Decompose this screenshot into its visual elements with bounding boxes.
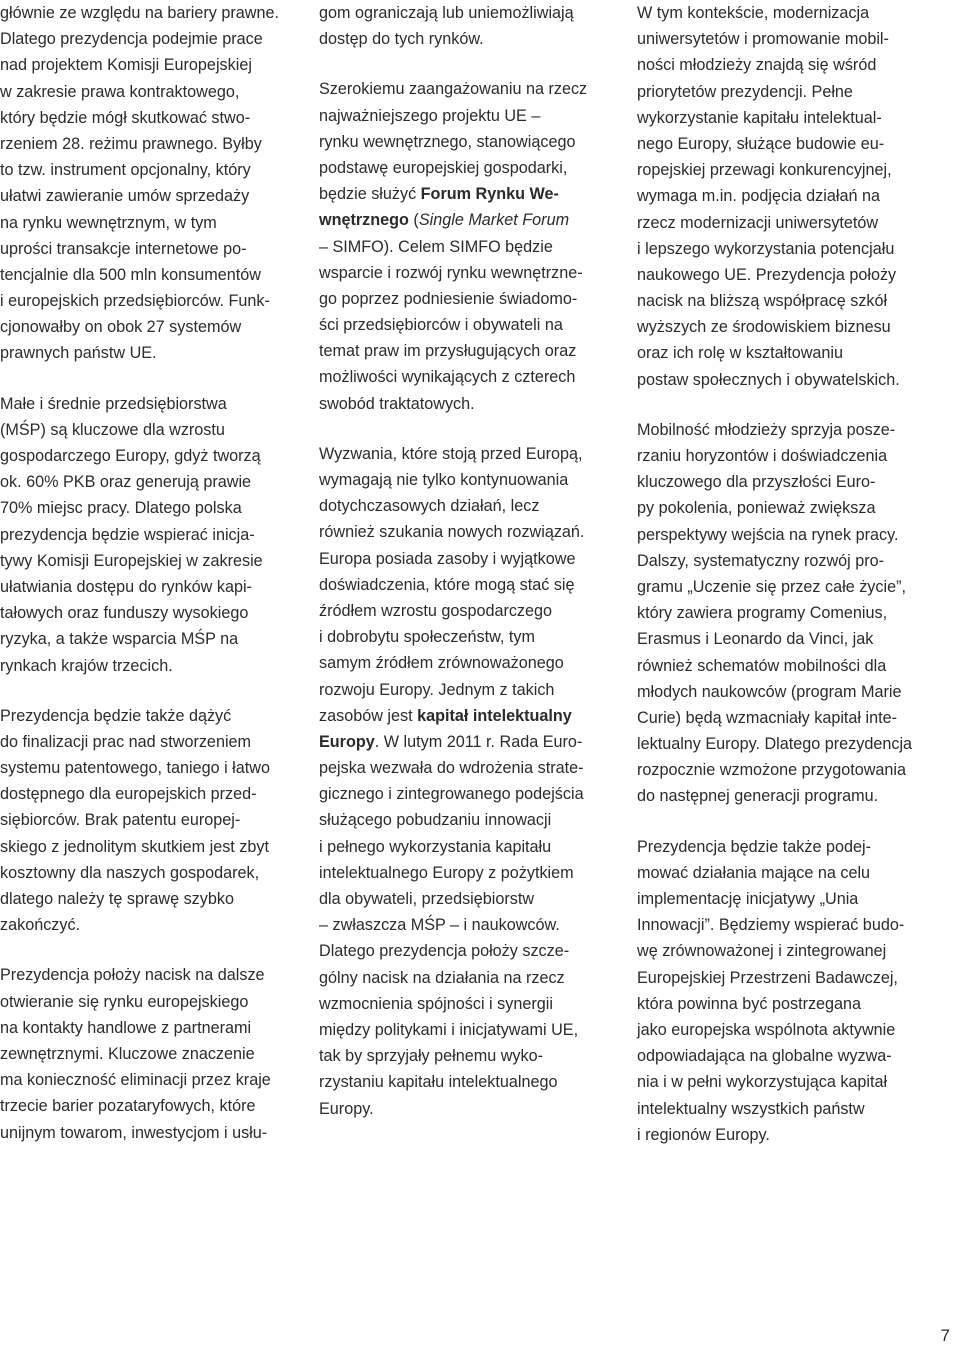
text-line: [0, 807, 300, 833]
text-line: [637, 912, 937, 938]
text-line: [637, 886, 937, 912]
text-line: [319, 860, 619, 886]
text-line: [0, 1041, 300, 1067]
text-line: [637, 340, 937, 366]
text-run: cjonowałby on obok 27 systemów: [0, 318, 242, 337]
text-line: [319, 1017, 619, 1043]
text-run: dostępnego dla europejskich przed-: [0, 785, 257, 804]
text-line: [319, 677, 619, 703]
paragraph: [319, 0, 619, 52]
text-run: źródłem wzrostu gospodarczego: [319, 601, 553, 620]
text-line: [0, 1093, 300, 1119]
text-line: [319, 441, 619, 467]
text-line: [637, 522, 937, 548]
text-run: skiego z jednolitym skutkiem jest zbyt: [0, 837, 269, 856]
text-line: [319, 207, 619, 233]
text-run: gramu „Uczenie się przez całe życie”,: [637, 577, 906, 596]
text-line: [319, 467, 619, 493]
text-run: jako europejska wspólnota aktywnie: [637, 1020, 896, 1039]
text-line: [0, 0, 300, 26]
page-number: 7: [940, 1326, 950, 1345]
text-run: który będzie mógł skutkować stwo-: [0, 108, 251, 127]
text-line: [637, 860, 937, 886]
text-line: [0, 314, 300, 340]
text-run: wymaga m.in. podjęcia działań na: [637, 187, 880, 206]
text-run: – SIMFO). Celem SIMFO będzie: [319, 237, 553, 256]
text-line: [637, 0, 937, 26]
text-run: perspektywy wejścia na rynek pracy.: [637, 525, 899, 544]
text-run: tałowych oraz funduszy wysokiego: [0, 604, 249, 623]
text-run: – zwłaszcza MŚP – i naukowców.: [319, 916, 560, 935]
text-run: Prezydencja położy nacisk na dalsze: [0, 966, 265, 985]
text-run: dla obywateli, przedsiębiorstw: [319, 890, 535, 908]
text-run: Erasmus i Leonardo da Vinci, jak: [637, 630, 874, 649]
text-run: wzmocnienia spójności i synergii: [319, 994, 553, 1013]
text-run: rynkach krajów trzecich.: [0, 656, 173, 675]
text-line: [0, 781, 300, 807]
text-line: [319, 624, 619, 650]
text-run: głównie ze względu na bariery prawne.: [0, 4, 279, 22]
text-line: [0, 340, 300, 366]
text-run: Europa posiada zasoby i wyjątkowe: [319, 549, 576, 568]
text-line: [637, 574, 937, 600]
text-run: która powinna być postrzegana: [637, 994, 862, 1013]
text-line: [0, 52, 300, 78]
text-line: [637, 367, 937, 393]
paragraph: [0, 703, 300, 939]
text-run: zasobów jest: [319, 706, 418, 725]
text-run: prawnych państw UE.: [0, 344, 157, 363]
text-line: [637, 26, 937, 52]
text-run: wykorzystanie kapitału intelektual-: [637, 108, 882, 127]
text-run: rynku wewnętrznego, stanowiącego: [319, 132, 576, 151]
text-run: naukowego UE. Prezydencja położy: [637, 265, 897, 284]
text-run: dlatego należy tę sprawę szybko: [0, 890, 234, 908]
text-run: dotychczasowych działań, lecz: [319, 497, 540, 516]
text-run: Innowacji”. Będziemy wspierać budo-: [637, 916, 905, 935]
text-line: [0, 391, 300, 417]
text-column-3: [637, 0, 937, 1172]
text-run: py pokolenia, ponieważ zwiększa: [637, 499, 876, 518]
text-line: [319, 286, 619, 312]
text-line: [0, 131, 300, 157]
paragraph: [319, 76, 619, 416]
text-run: tywy Komisji Europejskiej w zakresie: [0, 551, 263, 570]
text-line: [319, 1043, 619, 1069]
text-run: ok. 60% PKB oraz generują prawie: [0, 473, 252, 492]
text-run: siębiorców. Brak patentu europej-: [0, 811, 241, 830]
text-run: oraz ich rolę w kształtowaniu: [637, 344, 844, 363]
text-line: [637, 236, 937, 262]
text-line: [637, 731, 937, 757]
text-line: [319, 234, 619, 260]
text-line: [637, 938, 937, 964]
text-line: [0, 755, 300, 781]
bold-text: Forum Rynku We-: [420, 185, 559, 204]
text-line: [319, 729, 619, 755]
text-run: Dlatego prezydencja podejmie prace: [0, 30, 263, 49]
text-run: i pełnego wykorzystania kapitału: [319, 837, 552, 856]
text-line: [319, 991, 619, 1017]
text-line: [637, 965, 937, 991]
text-line: [319, 519, 619, 545]
text-run: Europy.: [319, 1099, 374, 1118]
text-line: [319, 181, 619, 207]
text-run: prezydencja będzie wspierać inicja-: [0, 525, 255, 544]
text-line: [637, 443, 937, 469]
text-line: [637, 79, 937, 105]
text-run: Dalszy, systematyczny rozwój pro-: [637, 551, 885, 570]
text-line: [637, 1043, 937, 1069]
text-run: Dlatego prezydencja położy szcze-: [319, 942, 570, 961]
text-run: zewnętrznymi. Kluczowe znaczenie: [0, 1044, 255, 1063]
text-line: [637, 757, 937, 783]
text-run: i lepszego wykorzystania potencjału: [637, 239, 895, 258]
text-run: 70% miejsc pracy. Dlatego polska: [0, 499, 242, 518]
text-line: [319, 76, 619, 102]
text-run: na rynku wewnętrznym, w tym: [0, 213, 217, 232]
text-line: [0, 729, 300, 755]
text-run: w zakresie prawa kontraktowego,: [0, 82, 240, 101]
text-run: kosztowny dla naszych gospodarek,: [0, 863, 260, 882]
text-line: [319, 781, 619, 807]
text-line: [637, 783, 937, 809]
paragraph: [637, 834, 937, 1148]
text-run: również schematów mobilności dla: [637, 656, 887, 675]
paragraph: [637, 417, 937, 810]
text-line: [0, 417, 300, 443]
text-run: (: [408, 211, 419, 230]
text-line: [0, 157, 300, 183]
text-run: gólny nacisk na działania na rzecz: [319, 968, 565, 987]
text-run: rozwoju Europy. Jednym z takich: [319, 680, 555, 699]
text-run: nia i w pełni wykorzystująca kapitał: [637, 1073, 888, 1092]
text-run: go poprzez podniesienie świadomo-: [319, 289, 578, 308]
text-line: [637, 131, 937, 157]
text-line: [0, 626, 300, 652]
text-run: mować działania mające na celu: [637, 863, 871, 882]
text-line: [0, 962, 300, 988]
text-line: [637, 1096, 937, 1122]
text-line: [0, 210, 300, 236]
text-run: Szerokiemu zaangażowaniu na rzecz: [319, 80, 588, 99]
text-line: [637, 52, 937, 78]
text-run: unijnym towarom, inwestycjom i usłu-: [0, 1123, 268, 1142]
text-line: [0, 886, 300, 912]
text-line: [637, 495, 937, 521]
text-line: [0, 288, 300, 314]
text-run: do następnej generacji programu.: [637, 787, 879, 806]
text-run: będzie służyć: [319, 185, 421, 204]
text-line: [0, 574, 300, 600]
text-run: do finalizacji prac nad stworzeniem: [0, 732, 252, 751]
text-line: [319, 155, 619, 181]
text-line: [0, 522, 300, 548]
text-line: [0, 183, 300, 209]
text-run: rzecz modernizacji uniwersytetów: [637, 213, 879, 232]
text-line: [637, 469, 937, 495]
text-run: priorytetów prezydencji. Pełne: [637, 82, 853, 101]
text-run: rozpocznie wzmożone przygotowania: [637, 761, 907, 780]
text-run: Prezydencja będzie także dążyć: [0, 706, 232, 725]
text-line: [0, 860, 300, 886]
text-run: tak by sprzyjały pełnemu wyko-: [319, 1047, 544, 1066]
bold-text: wnętrznego: [319, 211, 409, 230]
text-run: gom ograniczają lub uniemożliwiają: [319, 4, 574, 22]
text-run: nad projektem Komisji Europejskiej: [0, 56, 252, 75]
bold-text: kapitał intelektualny: [417, 706, 572, 725]
text-run: W tym kontekście, modernizacja: [637, 4, 870, 22]
text-run: ułatwiania dostępu do rynków kapi-: [0, 577, 252, 596]
text-run: tencjalnie dla 500 mln konsumentów: [0, 265, 261, 284]
text-run: rzystaniu kapitału intelektualnego: [319, 1073, 558, 1092]
paragraph: [319, 441, 619, 1122]
text-run: intelektualnego Europy z pożytkiem: [319, 863, 574, 882]
text-run: ności młodzieży znajdą się wśród: [637, 56, 877, 75]
text-line: [0, 548, 300, 574]
text-line: [637, 653, 937, 679]
text-line: [319, 650, 619, 676]
italic-text: Single Market Forum: [418, 211, 570, 230]
text-run: najważniejszego projektu UE –: [319, 106, 541, 125]
text-run: kluczowego dla przyszłości Euro-: [637, 473, 876, 492]
text-run: na kontakty handlowe z partnerami: [0, 1018, 252, 1037]
text-line: [0, 262, 300, 288]
text-run: Curie) będą wzmacniały kapitał inte-: [637, 708, 898, 727]
text-line: [319, 129, 619, 155]
text-run: . W lutym 2011 r. Rada Euro-: [374, 732, 583, 751]
text-line: [637, 600, 937, 626]
text-run: wsparcie i rozwój rynku wewnętrzne-: [319, 263, 583, 282]
text-run: rzeniem 28. reżimu prawnego. Byłby: [0, 134, 262, 153]
text-run: i dobrobytu społeczeństw, tym: [319, 628, 535, 647]
text-line: [637, 157, 937, 183]
text-line: [319, 1096, 619, 1122]
text-line: [319, 938, 619, 964]
text-line: [319, 546, 619, 572]
text-line: [319, 965, 619, 991]
text-line: [637, 548, 937, 574]
text-line: [0, 1067, 300, 1093]
text-line: [0, 79, 300, 105]
text-run: możliwości wynikających z czterech: [319, 368, 576, 387]
text-line: [637, 210, 937, 236]
text-line: [319, 364, 619, 390]
text-line: [319, 391, 619, 417]
text-run: służącego pobudzaniu innowacji: [319, 811, 552, 830]
text-run: ryzyka, a także wsparcia MŚP na: [0, 630, 239, 649]
text-line: [319, 703, 619, 729]
text-run: ści przedsiębiorców i obywateli na: [319, 316, 563, 335]
text-run: (MŚP) są kluczowe dla wzrostu: [0, 420, 225, 439]
text-line: [637, 262, 937, 288]
text-run: między politykami i inicjatywami UE,: [319, 1020, 579, 1039]
text-line: [319, 912, 619, 938]
text-run: uprości transakcje internetowe po-: [0, 239, 247, 258]
text-line: [637, 183, 937, 209]
text-line: [637, 105, 937, 131]
text-line: [319, 807, 619, 833]
text-run: otwieranie się rynku europejskiego: [0, 992, 249, 1011]
text-run: odpowiadająca na globalne wyzwa-: [637, 1047, 892, 1066]
text-run: Prezydencja będzie także podej-: [637, 837, 871, 856]
text-run: systemu patentowego, taniego i łatwo: [0, 759, 270, 778]
text-line: [319, 493, 619, 519]
text-run: samym źródłem zrównoważonego: [319, 654, 564, 673]
text-run: dostęp do tych rynków.: [319, 30, 484, 49]
text-run: postaw społecznych i obywatelskich.: [637, 370, 900, 389]
text-run: Mobilność młodzieży sprzyja posze-: [637, 420, 896, 439]
text-line: [319, 0, 619, 26]
text-line: [637, 626, 937, 652]
text-run: doświadczenia, które mogą stać się: [319, 575, 575, 594]
text-line: [0, 653, 300, 679]
text-line: [637, 1069, 937, 1095]
paragraph: [0, 962, 300, 1145]
text-line: [319, 260, 619, 286]
text-run: również szukania nowych rozwiązań.: [319, 523, 585, 542]
text-run: który zawiera programy Comenius,: [637, 604, 888, 623]
text-column-1: [0, 0, 300, 1170]
paragraph: [0, 0, 300, 367]
text-run: i regionów Europy.: [637, 1125, 770, 1144]
text-line: [0, 105, 300, 131]
text-run: zakończyć.: [0, 916, 81, 935]
text-run: gicznego i zintegrowanego podejścia: [319, 785, 584, 804]
text-run: pejska wezwała do wdrożenia strate-: [319, 759, 584, 778]
text-line: [319, 755, 619, 781]
text-run: Małe i średnie przedsiębiorstwa: [0, 394, 227, 413]
text-run: implementację inicjatywy „Unia: [637, 890, 859, 908]
bold-text: Europy: [319, 732, 375, 751]
text-line: [0, 236, 300, 262]
text-line: [0, 1015, 300, 1041]
text-run: lektualny Europy. Dlatego prezydencja: [637, 735, 913, 754]
text-column-2: [319, 0, 619, 1146]
text-line: [319, 338, 619, 364]
text-run: rzaniu horyzontów i doświadczenia: [637, 447, 888, 465]
text-run: Europejskiej Przestrzeni Badawczej,: [637, 968, 898, 987]
text-line: [0, 834, 300, 860]
text-run: ma konieczność eliminacji przez kraje: [0, 1071, 271, 1090]
text-run: uniwersytetów i promowanie mobil-: [637, 30, 889, 49]
text-line: [0, 989, 300, 1015]
text-run: gospodarczego Europy, gdyż tworzą: [0, 447, 261, 465]
text-line: [637, 705, 937, 731]
text-run: i europejskich przedsiębiorców. Funk-: [0, 292, 270, 311]
text-line: [0, 495, 300, 521]
text-run: podstawę europejskiej gospodarki,: [319, 158, 568, 177]
text-run: ropejskiej przewagi konkurencyjnej,: [637, 161, 892, 180]
text-line: [319, 1069, 619, 1095]
text-line: [637, 991, 937, 1017]
text-line: [0, 703, 300, 729]
text-line: [319, 886, 619, 912]
text-line: [637, 314, 937, 340]
text-run: wę zrównoważonej i zintegrowanej: [637, 942, 887, 961]
text-line: [637, 834, 937, 860]
text-run: wymagają nie tylko kontynuowania: [319, 471, 569, 489]
text-line: [319, 26, 619, 52]
paragraph: [0, 391, 300, 679]
text-line: [637, 679, 937, 705]
text-line: [0, 469, 300, 495]
text-line: [0, 443, 300, 469]
text-line: [319, 103, 619, 129]
text-run: trzecie barier pozataryfowych, które: [0, 1097, 256, 1116]
text-run: swobód traktatowych.: [319, 394, 475, 413]
text-line: [0, 600, 300, 626]
text-run: młodych naukowców (program Marie: [637, 682, 902, 701]
text-line: [637, 288, 937, 314]
text-line: [0, 912, 300, 938]
text-line: [319, 598, 619, 624]
text-line: [637, 1017, 937, 1043]
text-line: [319, 572, 619, 598]
text-line: [0, 1120, 300, 1146]
text-run: nego Europy, służące budowie eu-: [637, 134, 885, 153]
text-line: [637, 1122, 937, 1148]
text-run: intelektualny wszystkich państw: [637, 1099, 865, 1118]
text-line: [319, 834, 619, 860]
text-line: [319, 312, 619, 338]
text-run: temat praw im przysługujących oraz: [319, 342, 577, 361]
text-run: ułatwi zawieranie umów sprzedaży: [0, 187, 250, 206]
text-run: wyższych ze środowiskiem biznesu: [637, 318, 891, 337]
text-run: Wyzwania, które stoją przed Europą,: [319, 444, 583, 463]
text-line: [0, 26, 300, 52]
text-run: nacisk na bliższą współpracę szkół: [637, 292, 888, 311]
text-run: to tzw. instrument opcjonalny, który: [0, 161, 251, 180]
text-line: [637, 417, 937, 443]
paragraph: [637, 0, 937, 393]
